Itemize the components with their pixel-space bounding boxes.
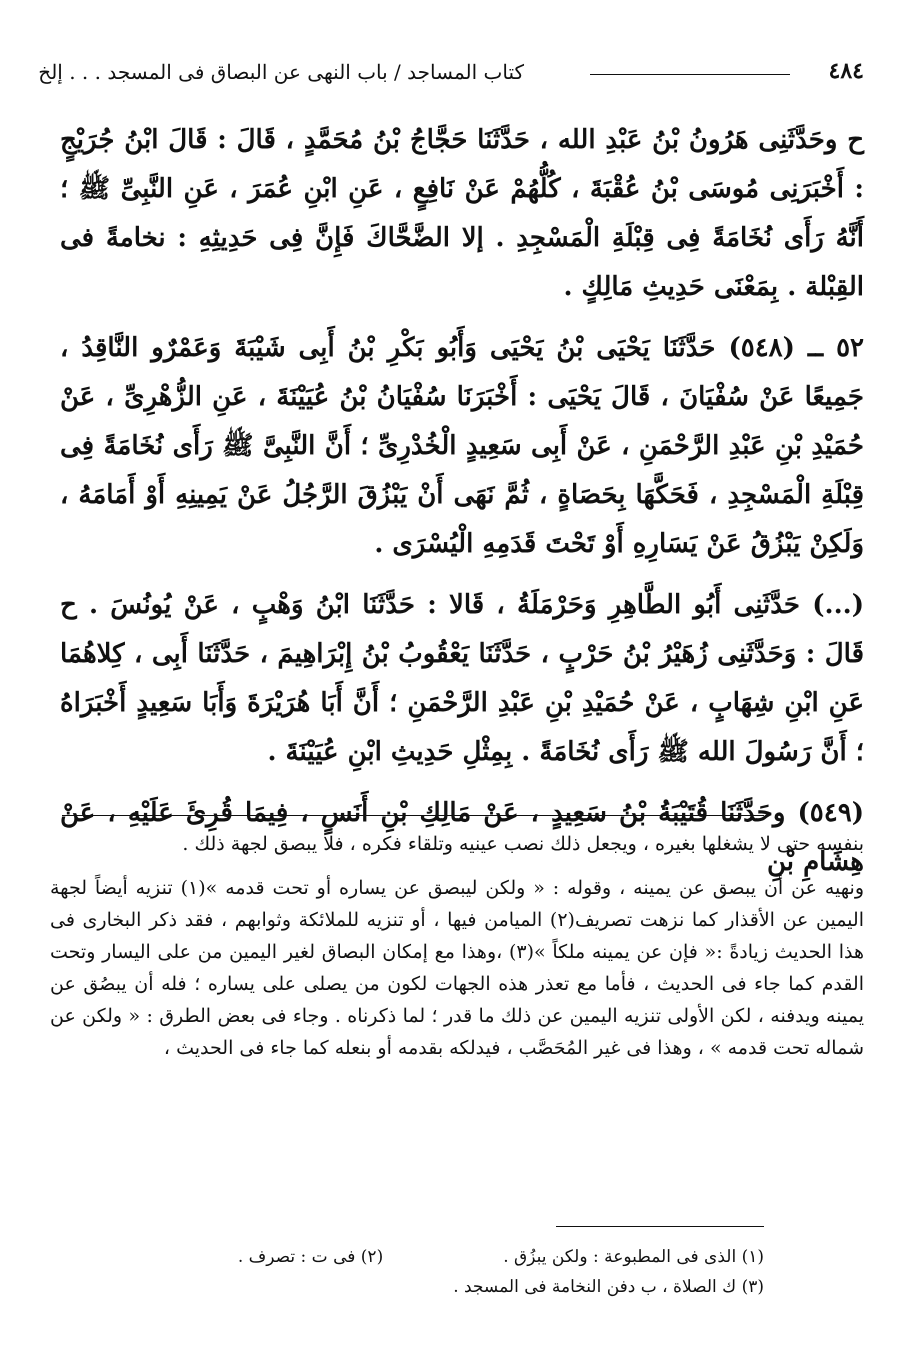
commentary-paragraph: بنفسه حتى لا يشغلها بغيره ، ويجعل ذلك نصب عينيه وتلقاء فكره ، فلا يبصق لجهة ذلك .	[182, 833, 864, 855]
page-number: ٤٨٤	[828, 58, 864, 84]
hadith-text	[60, 116, 864, 887]
header-rule	[590, 74, 790, 75]
chapter-title: كتاب المساجد / باب النهى عن البصاق فى المسجد . . . إلخ	[38, 60, 524, 84]
hadith-paragraph: (...) حَدَّثَنِى أَبُو الطَّاهِرِ وَحَرْمَلَةُ ، قَالا : حَدَّثَنَا ابْنُ وَهْبٍ ، عَنْ يُونُسَ . ح قَالَ : وَحَدَّثَنِى زُهَيْرُ بْنُ حَرْبٍ ، حَدَّثَنَا يَعْقُوبُ بْنُ إِبْرَاهِيمَ ، حَدَّثَنَا أَبِى ، كِلاهُمَا عَنِ ابْنِ شِهَابٍ ، عَنْ حُمَيْدِ بْنِ عَبْدِ الرَّحْمَنِ ؛ أَنَّ أَبَا هُرَيْرَةَ وَأَبَا سَعِيدٍ أَخْبَرَاهُ ؛ أَنَّ رَسُولَ الله ﷺ رَأَى نُخَامَةً . بِمِثْلِ حَدِيثِ ابْنِ عُيَيْنَةَ .	[60, 590, 864, 767]
hadith-paragraph: (٥٤٩) وحَدَّثَنَا قُتَيْبَةُ بْنُ سَعِيدٍ ، عَنْ مَالِكِ بْنِ أَنَسٍ ، فِيمَا قُرِئَ عَلَيْهِ ، عَنْ هِشَامِ بْنِ	[60, 798, 864, 877]
footnote-row	[60, 1242, 764, 1272]
commentary-paragraph: ونهيه عن أن يبصق عن يمينه ، وقوله : « ولكن ليبصق عن يساره أو تحت قدمه »(١) تنزيه أيضاً لجهة اليمين عن الأقذار كما نزهت تصريف(٢) الميامن فيها ، أو تنزيه للملائكة وثوابهم ، فقد ذكر البخارى فى هذا الحديث زيادةً :« فإن عن يمينه ملكاً »(٣) ،وهذا مع إمكان البصاق لغير اليمين من على اليسار وتحت القدم كما جاء فى الحديث ، فأما مع تعذر هذه الجهات لكون من يصلى على يساره ؛ فله أن يبصُق عن يمينه ويدفنه ، لكن الأولى تنزيه اليمين عن ذلك ما قدر ؛ لما ذكرناه . وجاء فى بعض الطرق : « ولكن عن شماله تحت قدمه » ، وهذا فى غير المُحَصَّب ، فيدلكه بقدمه أو بنعله كما جاء فى الحديث ،	[50, 877, 865, 1059]
footnotes	[60, 1242, 764, 1302]
footnote-row	[60, 1272, 764, 1302]
footnote-3: (٣) ك الصلاة ، ب دفن النخامة فى المسجد .	[453, 1277, 764, 1297]
running-header	[40, 56, 864, 96]
hadith-paragraph: ٥٢ ــ (٥٤٨) حَدَّثَنَا يَحْيَى بْنُ يَحْيَى وَأَبُو بَكْرِ بْنُ أَبِى شَيْبَةَ وَعَمْرٌو النَّاقِدُ ، جَمِيعًا عَنْ سُفْيَانَ ، قَالَ يَحْيَى : أَخْبَرَنَا سُفْيَانُ بْنُ عُيَيْنَةَ ، عَنِ الزُّهْرِىِّ ، عَنْ حُمَيْدِ بْنِ عَبْدِ الرَّحْمَنِ ، عَنْ أَبِى سَعِيدٍ الْخُدْرِىِّ ؛ أَنَّ النَّبِىَّ ﷺ رَأَى نُخَامَةً فِى قِبْلَةِ الْمَسْجِدِ ، فَحَكَّهَا بِحَصَاةٍ ، ثُمَّ نَهَى أَنْ يَبْزُقَ الرَّجُلُ عَنْ يَمِينِهِ أَوْ أَمَامَهُ ، وَلَكِنْ يَبْزُقُ عَنْ يَسَارِهِ أَوْ تَحْتَ قَدَمِهِ الْيُسْرَى .	[60, 333, 865, 559]
commentary-separator	[62, 815, 764, 816]
footnote-rule	[556, 1226, 764, 1227]
commentary-text	[50, 828, 864, 1064]
footnote-2: (٢) فى ت : تصرف .	[237, 1247, 384, 1267]
footnote-1: (١) الذى فى المطبوعة : ولكن يبزُق .	[503, 1247, 764, 1267]
hadith-paragraph: ح وحَدَّثَنِى هَرُونُ بْنُ عَبْدِ الله ، حَدَّثَنَا حَجَّاجُ بْنُ مُحَمَّدٍ ، قَالَ : قَالَ ابْنُ جُرَيْجٍ : أَخْبَرَنِى مُوسَى بْنُ عُقْبَةَ ، كُلُّهُمْ عَنْ نَافِعٍ ، عَنِ ابْنِ عُمَرَ ، عَنِ النَّبِىِّ ﷺ ؛ أَنَّهُ رَأَى نُخَامَةً فِى قِبْلَةِ الْمَسْجِدِ . إلا الضَّحَّاكَ فَإِنَّ فِى حَدِيثِهِ : نخامةً فى القِبْلة . بِمَعْنَى حَدِيثِ مَالِكٍ .	[60, 125, 864, 302]
